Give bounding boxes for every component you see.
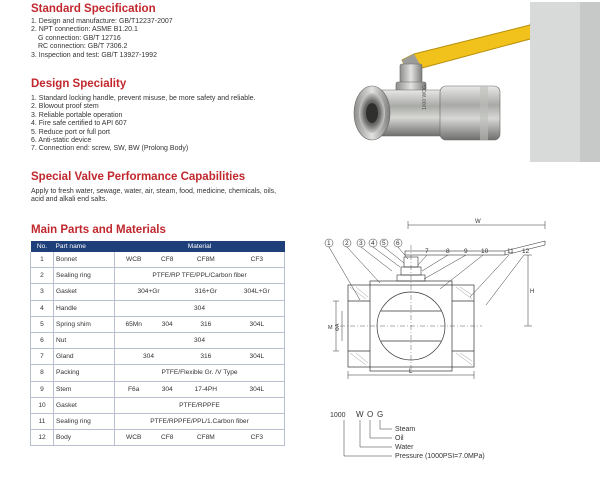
cell-material: CF3 — [230, 252, 285, 268]
callout-9: 9 — [464, 248, 468, 255]
cell-name: Spring shim — [54, 316, 115, 332]
legend-letter-g: G — [377, 410, 384, 419]
callout-8: 8 — [446, 248, 450, 255]
design-list — [31, 95, 256, 154]
cell-no: 11 — [31, 413, 54, 429]
list-item: RC connection: GB/T 7306.2 — [38, 43, 128, 51]
cell-material: CF8 — [152, 430, 182, 446]
cell-material: PTFE/RP TFE/PPL/Carbon fiber — [115, 268, 285, 284]
cell-material: 316 — [182, 316, 230, 332]
list-item: 2. Blowout proof stem — [31, 103, 99, 111]
cell-material: 304L — [230, 349, 285, 365]
dim-m: M — [328, 325, 333, 331]
dim-h: H — [530, 289, 535, 295]
list-item: G connection: GB/T 12716 — [38, 34, 121, 42]
callout-7: 7 — [425, 248, 429, 255]
table-row — [31, 284, 285, 300]
legend-letter-w: W — [356, 410, 364, 419]
cell-name: Gasket — [54, 284, 115, 300]
callout-5: 5 — [382, 240, 386, 247]
header-no: No. — [31, 241, 54, 252]
cell-no: 9 — [31, 381, 54, 397]
cell-material: WCB — [115, 252, 153, 268]
list-item: 1. Design and manufacture: GB/T12237-2007 — [31, 18, 173, 25]
cell-material: 304L — [230, 316, 285, 332]
cell-material: 304L+Gr — [230, 284, 285, 300]
table-row — [31, 349, 285, 365]
callout-2: 2 — [345, 240, 349, 247]
table-row — [31, 252, 285, 268]
callout-12: 12 — [522, 248, 530, 255]
standard-list — [31, 18, 173, 60]
cell-material: 304 — [115, 332, 285, 348]
list-item: 7. Connection end: screw, SW, BW (Prolong Body) — [31, 145, 189, 153]
cell-no: 10 — [31, 397, 54, 413]
cell-material: PTFE/RPPFE/PPL/1.Carbon fiber — [115, 413, 285, 429]
cell-material: F6a — [115, 381, 153, 397]
cell-material: CF3 — [230, 430, 285, 446]
callout-4: 4 — [371, 240, 375, 247]
header-name: Part name — [54, 241, 115, 252]
cell-name: Bonnet — [54, 252, 115, 268]
standard-title: Standard Specification — [31, 3, 156, 15]
legend-pressure: Pressure (1000PSI=7.0MPa) — [395, 453, 485, 460]
cell-material: 304 — [152, 316, 182, 332]
table-row — [31, 316, 285, 332]
dim-phi-a: ΦA — [335, 323, 341, 331]
cell-no: 8 — [31, 365, 54, 381]
callout-6: 6 — [396, 240, 400, 247]
list-item: 1. Standard locking handle, prevent misuse, be more safety and reliable. — [31, 95, 256, 102]
table-row — [31, 381, 285, 397]
cell-material: CF8 — [152, 252, 182, 268]
list-item: 3. Inspection and test: GB/T 13927-1992 — [31, 51, 157, 59]
design-title: Design Speciality — [31, 78, 127, 90]
cell-material: 304 — [115, 349, 183, 365]
dim-l: L — [409, 369, 413, 375]
cell-name: Nut — [54, 332, 115, 348]
cell-material: 316+Gr — [182, 284, 230, 300]
callout-3: 3 — [359, 240, 363, 247]
photo-backdrop-edge — [580, 2, 600, 162]
cell-no: 1 — [31, 252, 54, 268]
cell-name: Stem — [54, 381, 115, 397]
performance-title: Special Valve Performance Capabilities — [31, 171, 246, 183]
cell-name: Gasket — [54, 397, 115, 413]
table-row — [31, 413, 285, 429]
table-row — [31, 332, 285, 348]
valve-drawing — [300, 205, 600, 380]
cell-material: 316 — [182, 349, 230, 365]
table-row — [31, 365, 285, 381]
performance-text: Apply to fresh water, sewage, water, air, steam, food, medicine, chemicals, oils, acid and alkali end salts. — [31, 188, 277, 204]
legend-steam: Steam — [395, 426, 416, 433]
cell-no: 6 — [31, 332, 54, 348]
cell-name: Packing — [54, 365, 115, 381]
cell-no: 2 — [31, 268, 54, 284]
legend-code: 1000 — [330, 412, 346, 419]
drawing-centerlines — [340, 245, 482, 375]
cell-name: Body — [54, 430, 115, 446]
list-item: 3. Reliable portable operation — [31, 111, 123, 119]
cell-name: Sealing ring — [54, 413, 115, 429]
cell-no: 5 — [31, 316, 54, 332]
callout-10: 10 — [481, 248, 489, 255]
table-row — [31, 397, 285, 413]
cell-name: Gland — [54, 349, 115, 365]
cell-material: CF8M — [182, 430, 230, 446]
callout-1: 1 — [327, 240, 331, 247]
header-material: Material — [115, 241, 285, 252]
list-item: 4. Fire safe certified to API 607 — [31, 120, 127, 128]
cell-no: 4 — [31, 300, 54, 316]
stem-nut-icon — [400, 64, 422, 84]
cell-name: Handle — [54, 300, 115, 316]
cell-material: PTFE/RPPFE — [115, 397, 285, 413]
dim-w: W — [475, 219, 481, 225]
table-row — [31, 430, 285, 446]
parts-table — [30, 241, 285, 446]
legend-water: Water — [395, 444, 414, 451]
cell-material: WCB — [115, 430, 153, 446]
list-item: 5. Reduce port or full port — [31, 128, 110, 136]
cell-material: PTFE/Flexible Gr. /V Type — [115, 365, 285, 381]
cell-no: 3 — [31, 284, 54, 300]
table-row — [31, 268, 285, 284]
cell-material: CF8M — [182, 252, 230, 268]
cell-material: 304 — [152, 381, 182, 397]
cell-material: 304L — [230, 381, 285, 397]
cell-no: 12 — [31, 430, 54, 446]
list-item: 6. Anti-static device — [31, 137, 92, 145]
cell-name: Sealing ring — [54, 268, 115, 284]
cell-material: 65Mn — [115, 316, 153, 332]
legend-letter-o: O — [367, 410, 374, 419]
code-legend — [330, 405, 560, 480]
body-marking: 1000 WOG — [422, 84, 428, 110]
cell-material: 304+Gr — [115, 284, 183, 300]
callout-labels — [327, 240, 530, 255]
table-header-row — [31, 241, 285, 252]
legend-oil: Oil — [395, 435, 404, 442]
callout-11: 11 — [507, 248, 514, 255]
parts-title: Main Parts and Materials — [31, 224, 166, 236]
table-row — [31, 300, 285, 316]
valve-photo — [330, 2, 600, 162]
list-item: 2. NPT connection: ASME B1.20.1 — [31, 26, 138, 34]
cell-no: 7 — [31, 349, 54, 365]
cell-material: 17-4PH — [182, 381, 230, 397]
cell-material: 304 — [115, 300, 285, 316]
